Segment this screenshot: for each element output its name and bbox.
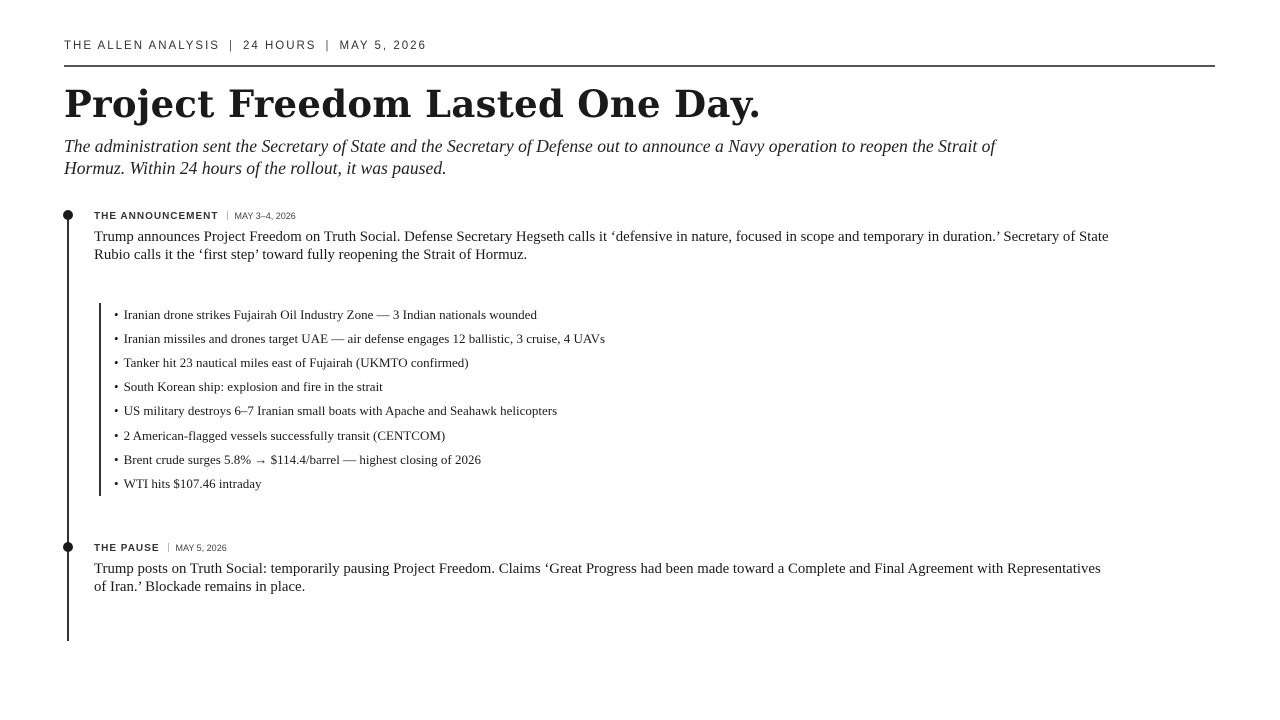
bullet: • [114,307,119,323]
timeline-event-pause [94,540,1114,596]
bullet: • [114,355,119,371]
bullet: • [114,331,119,347]
fact-item [99,375,605,399]
bullet: • [114,403,119,419]
timeline-dot [63,210,73,220]
timeline-line [67,215,69,641]
fact-item [99,351,605,375]
publication-date: MAY 5, 2026 [339,40,427,52]
kicker-separator: | [228,40,234,52]
timeline-event-announcement [94,208,1114,264]
publication-name: THE ALLEN ANALYSIS [64,40,220,52]
event-body: Trump announces Project Freedom on Truth Social. Defense Secretary Hegseth calls it ‘defensive in nature, focused in scope and temporary in duration.’ Secretary of State Rubio calls it the ‘first step’ toward fully reopening the Strait of Hormuz. [94,229,1109,263]
fact-item [99,472,605,496]
fact-text: Brent crude surges 5.8% → $114.4/barrel — highest closing of 2026 [123,451,481,467]
event-meta [94,540,1114,554]
fact-text: South Korean ship: explosion and fire in the strait [123,379,383,395]
fact-text: Tanker hit 23 nautical miles east of Fujairah (UKMTO confirmed) [123,355,469,371]
event-meta [94,208,1114,222]
bullet: • [114,475,119,491]
time-span: 24 HOURS [242,40,317,52]
fact-text: US military destroys 6–7 Iranian small boats with Apache and Seahawk helicopters [123,403,558,419]
dek: The administration sent the Secretary of State and the Secretary of Defense out to announce a Navy operation to reopen the Strait of Hormuz. Within 24 hours of the rollout, it was paused. [64,136,996,178]
timeline-dot [63,542,73,552]
fact-item [99,327,605,351]
bullet: • [114,379,119,395]
fact-item [99,423,605,447]
bullet: • [114,451,119,467]
kicker [64,40,427,52]
fact-text: 2 American-flagged vessels successfully transit (CENTCOM) [123,427,446,443]
bullet: • [114,427,119,443]
fact-text: Iranian drone strikes Fujairah Oil Industry Zone — 3 Indian nationals wounded [123,307,537,323]
fact-text: WTI hits $107.46 intraday [123,475,262,491]
event-date: MAY 3–4, 2026 [234,211,296,221]
fact-item [99,303,605,327]
fact-text: Iranian missiles and drones target UAE — air defense engages 12 ballistic, 3 cruise, 4 UAVs [123,331,606,347]
event-label: THE ANNOUNCEMENT [94,211,219,222]
fact-item [99,448,605,472]
fact-item [99,399,605,423]
kicker-separator: | [325,40,331,52]
event-date: MAY 5, 2026 [175,543,227,553]
meta-divider [227,211,228,220]
event-body: Trump posts on Truth Social: temporarily pausing Project Freedom. Claims ‘Great Progress had been made toward a Complete and Final Agreement with Representatives of Iran.’ Blockade remains in place. [94,561,1101,595]
event-label: THE PAUSE [94,543,160,554]
headline: Project Freedom Lasted One Day. [64,82,762,126]
fact-list [99,303,605,496]
header-rule [64,65,1215,67]
meta-divider [168,543,169,552]
